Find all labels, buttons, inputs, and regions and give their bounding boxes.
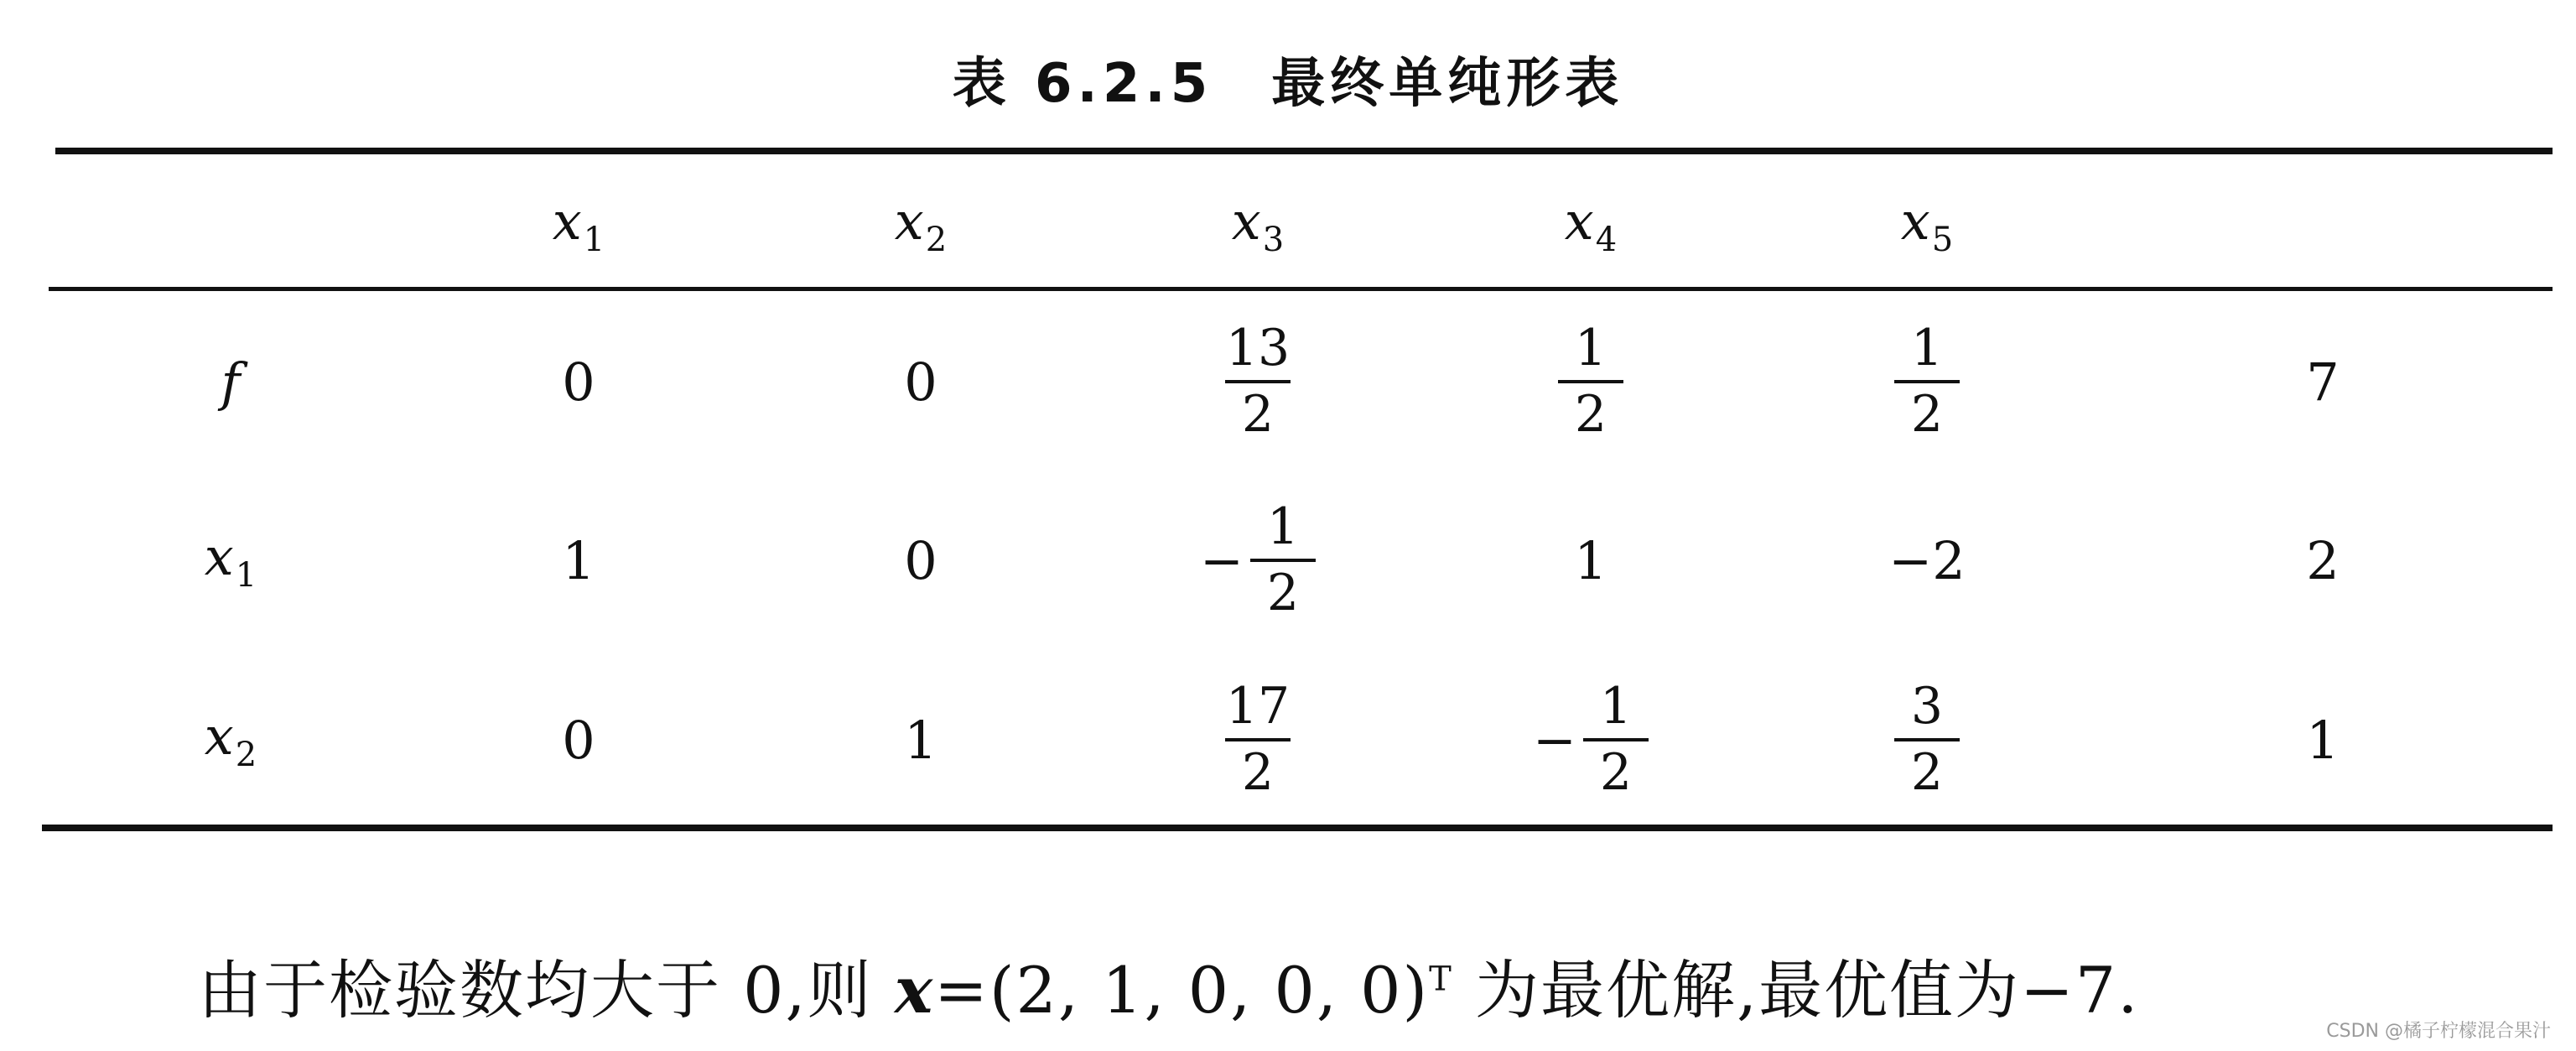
cell-value: 1: [562, 529, 595, 591]
table-cell: [1759, 485, 2095, 636]
fraction-numerator: 1: [1574, 319, 1607, 377]
table-cell: [753, 664, 1088, 815]
row-label-var-letter: x: [204, 526, 234, 587]
conclusion-var: x: [894, 953, 935, 1028]
column-header-var: [895, 190, 947, 259]
fraction: [1558, 319, 1623, 444]
fraction-denominator: 2: [1241, 743, 1275, 802]
fraction-denominator: 2: [1599, 743, 1633, 802]
cell-value: 0: [562, 709, 595, 771]
fraction: [1583, 677, 1649, 802]
header-rule: [49, 287, 2553, 291]
cell-value: 1: [904, 709, 937, 771]
table-caption: 表 6.2.5 最终单纯形表: [952, 53, 1624, 115]
fraction-numerator: 1: [1266, 497, 1300, 556]
row-label: [63, 485, 398, 636]
column-header-var: [1232, 190, 1284, 259]
fraction-numerator: 3: [1910, 677, 1944, 736]
column-header-var: [553, 190, 605, 259]
conclusion-after: 为最优解,最优值为−7.: [1452, 953, 2140, 1028]
column-header-var: [1565, 190, 1617, 259]
row-label-var-subscript: 1: [235, 556, 257, 595]
fraction: [1223, 677, 1293, 802]
table-cell: [1423, 664, 1758, 815]
conclusion-eq: =(2, 1, 0, 0, 0): [934, 953, 1430, 1028]
cell-value: 7: [2306, 351, 2340, 413]
conclusion-before: 由于检验数均大于 0,则: [198, 953, 895, 1028]
column-header-var-letter: x: [894, 190, 924, 252]
column-header-var: [1901, 190, 1953, 259]
table-cell: [1423, 306, 1758, 457]
cell-value: 2: [2306, 529, 2340, 591]
row-label: [63, 306, 398, 457]
fraction: [1894, 319, 1960, 444]
table-cell: [1090, 664, 1426, 815]
fraction: [1223, 319, 1293, 444]
row-label-var-subscript: 2: [235, 736, 257, 774]
watermark: CSDN @橘子柠檬混合果汁: [2326, 1021, 2551, 1042]
fraction-sign: −: [1200, 529, 1244, 591]
table-cell: [411, 664, 746, 815]
column-header: [1090, 174, 1426, 275]
column-header-var-letter: x: [1231, 190, 1261, 252]
fraction: [1250, 497, 1316, 622]
bottom-rule: [42, 825, 2553, 831]
column-header-var-subscript: 4: [1595, 221, 1618, 259]
fraction-denominator: 2: [1241, 385, 1275, 444]
fraction-denominator: 2: [1574, 385, 1607, 444]
column-header: [1423, 174, 1758, 275]
fraction-denominator: 2: [1910, 385, 1944, 444]
table-cell: [753, 485, 1088, 636]
column-header-var-subscript: 5: [1931, 221, 1954, 259]
row-label-var-letter: x: [204, 705, 234, 767]
column-header: [1759, 174, 2095, 275]
fraction-numerator: 1: [1910, 319, 1944, 377]
cell-value: 0: [904, 351, 937, 413]
cell-value: 0: [904, 529, 937, 591]
column-header-var-letter: x: [552, 190, 582, 252]
table-cell: [2155, 306, 2490, 457]
row-label-var-letter: f: [221, 351, 241, 413]
table-cell: [1759, 306, 2095, 457]
table-cell: [1759, 664, 2095, 815]
column-header-var-subscript: 2: [925, 221, 948, 259]
table-cell: [411, 485, 746, 636]
column-header-var-letter: x: [1900, 190, 1930, 252]
column-header: [411, 174, 746, 275]
fraction-numerator: 1: [1599, 677, 1633, 736]
fraction: [1894, 677, 1960, 802]
column-header-var-subscript: 3: [1262, 221, 1285, 259]
table-cell: [411, 306, 746, 457]
cell-value: 0: [562, 351, 595, 413]
top-rule: [55, 148, 2553, 154]
table-cell: [1423, 485, 1758, 636]
table-cell: [2155, 664, 2490, 815]
table-cell: [1090, 306, 1426, 457]
cell-value: 1: [1574, 529, 1607, 591]
column-header-var-letter: x: [1564, 190, 1594, 252]
column-header: [753, 174, 1088, 275]
fraction-denominator: 2: [1266, 564, 1300, 622]
table-cell: [2155, 485, 2490, 636]
cell-value: −2: [1888, 529, 1966, 591]
conclusion-text: [198, 939, 2139, 1031]
fraction-sign: −: [1533, 709, 1576, 771]
row-label: [63, 664, 398, 815]
table-cell: [1090, 485, 1426, 636]
column-header-var-subscript: 1: [583, 221, 605, 259]
fraction-denominator: 2: [1910, 743, 1944, 802]
row-label-var: [205, 526, 257, 595]
fraction-numerator: 17: [1225, 677, 1291, 736]
table-cell: [753, 306, 1088, 457]
fraction-numerator: 13: [1225, 319, 1291, 377]
row-label-var: [205, 705, 257, 774]
cell-value: 1: [2306, 709, 2340, 771]
conclusion-sup: T: [1429, 960, 1453, 999]
row-label-var: [221, 351, 241, 413]
